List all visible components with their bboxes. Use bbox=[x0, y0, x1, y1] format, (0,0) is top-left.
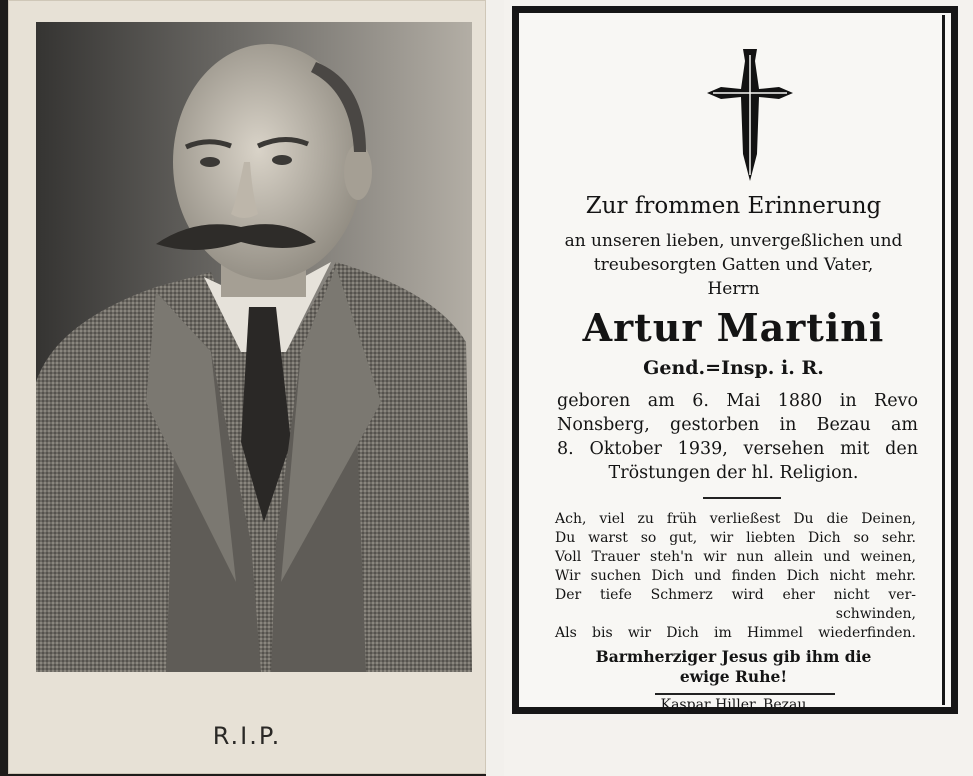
mourning-border bbox=[512, 6, 958, 714]
dedication-line: Herrn bbox=[707, 279, 760, 299]
verse-line: Als bis wir Dich im Himmel wiederfinden. bbox=[555, 625, 916, 641]
obituary-card bbox=[504, 0, 973, 776]
portrait-photo bbox=[36, 22, 472, 672]
biography-line: geboren am 6. Mai 1880 in Revo bbox=[557, 391, 918, 411]
biography-line: Nonsberg, gestorben in Bezau am bbox=[557, 415, 918, 435]
heading: Zur frommen Erinnerung bbox=[585, 193, 882, 219]
portrait-card bbox=[8, 0, 486, 774]
card-gap bbox=[486, 0, 504, 776]
portrait-illustration bbox=[36, 22, 472, 672]
verse-line: Wir suchen Dich und finden Dich nicht mehr. bbox=[555, 568, 916, 584]
latin-cross-icon bbox=[707, 49, 793, 181]
dedication-line: treubesorgten Gatten und Vater, bbox=[593, 255, 874, 275]
printer-credit: Kaspar Hiller, Bezau bbox=[660, 697, 807, 713]
prayer-line: ewige Ruhe! bbox=[679, 667, 788, 686]
printer-rule bbox=[655, 693, 835, 695]
verse-line: schwinden, bbox=[835, 606, 916, 622]
dedication-line: an unseren lieben, unvergeßlichen und bbox=[564, 231, 903, 251]
deceased-rank: Gend.=Insp. i. R. bbox=[643, 357, 824, 379]
biography-line: Tröstungen der hl. Religion. bbox=[608, 463, 859, 483]
verse-line: Ach, viel zu früh verließest Du die Deinen, bbox=[555, 511, 916, 527]
section-divider bbox=[703, 497, 781, 499]
verse-line: Voll Trauer steh'n wir nun allein und weinen, bbox=[555, 549, 916, 565]
biography-line: 8. Oktober 1939, versehen mit den bbox=[557, 439, 918, 459]
verse-line: Du warst so gut, wir liebten Dich so sehr. bbox=[555, 530, 916, 546]
rip-caption: R.I.P. bbox=[212, 722, 282, 750]
prayer-line: Barmherziger Jesus gib ihm die bbox=[595, 647, 872, 666]
obituary-text-area bbox=[525, 15, 945, 713]
deceased-name: Artur Martini bbox=[582, 305, 885, 350]
verse-line: Der tiefe Schmerz wird eher nicht ver- bbox=[555, 587, 916, 603]
